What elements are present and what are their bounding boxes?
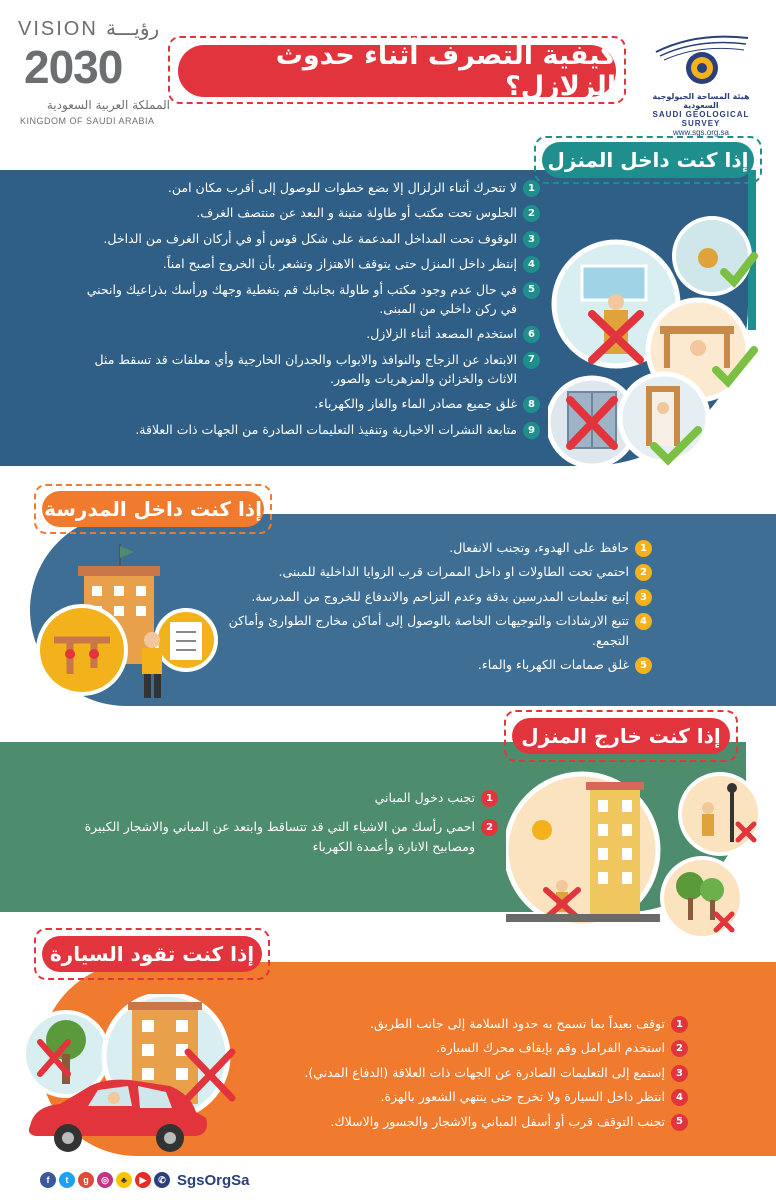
list-item — [46, 817, 498, 856]
facebook-icon[interactable]: f — [40, 1172, 56, 1188]
list-text: الابتعاد عن الزجاج والنوافذ والابواب والجدران الخارجية وأي معلقات قد تسقط مثل الاثاث والخزائن والمزهريات والصور. — [94, 351, 517, 386]
youtube-icon[interactable]: ▶ — [135, 1172, 151, 1188]
list-item — [240, 1087, 688, 1106]
social-bar — [40, 1165, 250, 1195]
list-number: 3 — [671, 1065, 688, 1082]
tree-hazard-icon — [24, 1012, 108, 1096]
crouch-corner-icon — [674, 218, 754, 294]
home-heading-label: إذا كنت داخل المنزل — [542, 142, 754, 178]
list-text: تتبع الارشادات والتوجيهات الخاصة بالوصول إلى أماكن مخارج الطوارئ وأماكن التجمع. — [228, 613, 629, 648]
list-item — [240, 1112, 688, 1131]
twitter-icon[interactable]: t — [59, 1172, 75, 1188]
list-item — [240, 1038, 688, 1057]
list-text: غلق صمامات الكهرباء والماء. — [477, 656, 629, 672]
list-number: 1 — [671, 1016, 688, 1033]
school-heading: إذا كنت داخل المدرسة — [42, 491, 264, 527]
building-scene-icon — [506, 774, 660, 926]
list-item — [206, 611, 652, 650]
vision-ar: رؤيـــة — [106, 16, 160, 40]
car-section — [0, 926, 776, 1162]
sgs-name-ar: هيئة المساحة الجيولوجية السعودية — [652, 92, 750, 110]
sgs-emblem-icon — [636, 30, 766, 88]
list-item — [70, 254, 540, 273]
list-item — [206, 587, 652, 606]
list-text: متابعة النشرات الاخبارية وتنفيذ التعليمات الصادرة من الجهات ذات العلاقة. — [135, 421, 517, 437]
list-number: 2 — [671, 1040, 688, 1057]
doorway-icon — [620, 374, 708, 462]
list-number: 2 — [481, 819, 498, 836]
list-text: لا تتحرك أثناء الزلزال إلا بضع خطوات للوصول إلى أقرب مكان امن. — [167, 180, 517, 195]
valves-icon — [38, 606, 126, 694]
list-number: 8 — [523, 396, 540, 413]
list-number: 5 — [635, 657, 652, 674]
list-text: إنتظر داخل المنزل حتى يتوقف الاهتزاز وتشعر بأن الخروج أصبح امناً. — [162, 256, 517, 272]
sgs-url: www.sgs.org.sa — [672, 128, 730, 137]
list-item — [206, 538, 652, 557]
vision-word: VISION — [18, 18, 98, 40]
list-item — [70, 324, 540, 343]
school-list — [206, 538, 652, 674]
person-icon — [142, 632, 162, 698]
list-item — [70, 203, 540, 222]
list-text: احتمي تحت الطاولات او داخل الممرات قرب الزوايا الداخلية للمبنى. — [278, 564, 629, 580]
kingdom-ar: المملكة العربية السعودية — [46, 98, 170, 112]
list-item — [70, 178, 540, 197]
school-illustrations — [30, 544, 220, 704]
sgs-name-en: SAUDI GEOLOGICAL SURVEY — [652, 110, 750, 128]
googleplus-icon[interactable]: g — [78, 1172, 94, 1188]
list-item — [240, 1063, 688, 1082]
list-text: انتظر داخل السيارة ولا تخرج حتى ينتهي الشعور بالهزة. — [380, 1089, 665, 1105]
list-number: 5 — [523, 282, 540, 299]
school-section — [0, 484, 776, 710]
list-item — [70, 280, 540, 319]
list-text: حافظ على الهدوء، وتجنب الانفعال. — [449, 540, 629, 555]
checklist-icon — [156, 610, 216, 670]
list-text: استخدم الفرامل وقم بإيقاف محرك السيارة. — [436, 1040, 665, 1056]
outside-illustrations — [506, 768, 768, 938]
car-heading: إذا كنت تقود السيارة — [42, 936, 262, 972]
list-item — [70, 350, 540, 389]
list-text: الوقوف تحت المداخل المدعمة على شكل قوس أو في أركان الغرف من الداخل. — [103, 230, 517, 246]
list-text: غلق جميع مصادر الماء والغاز والكهرباء. — [314, 396, 517, 412]
home-illustrations — [548, 210, 768, 470]
list-number: 6 — [523, 326, 540, 343]
list-number: 9 — [523, 422, 540, 439]
list-number: 3 — [523, 231, 540, 248]
car-illustrations — [20, 994, 250, 1160]
instagram-icon[interactable]: ◎ — [97, 1172, 113, 1188]
list-item — [240, 1014, 688, 1033]
outside-heading: إذا كنت خارج المنزل — [512, 718, 730, 754]
list-number: 4 — [671, 1089, 688, 1106]
whatsapp-icon[interactable]: ✆ — [154, 1172, 170, 1188]
list-text: إستمع إلى التعليمات الصادرة عن الجهات ذات العلاقة (الدفاع المدني). — [304, 1064, 665, 1080]
list-text: احمي رأسك من الاشياء التي قد تتساقط وابتعد عن المباني والاشجار الكبيرة ومصابيح الانارة وأعمدة الكهرباء — [84, 819, 475, 854]
list-text: الجلوس تحت مكتب أو طاولة متينة و البعد عن منتصف الغرف. — [196, 205, 517, 221]
list-number: 1 — [635, 540, 652, 557]
list-item — [70, 229, 540, 248]
snapchat-icon[interactable]: ♣ — [116, 1172, 132, 1188]
list-text: تجنب دخول المباني — [374, 790, 475, 805]
list-item — [206, 562, 652, 581]
list-item — [46, 788, 498, 807]
vision-year: 2030 — [24, 41, 123, 93]
list-number: 2 — [523, 205, 540, 222]
list-number: 7 — [523, 352, 540, 369]
list-number: 3 — [635, 589, 652, 606]
list-text: إتبع تعليمات المدرسين بدقة وعدم التزاحم والاندفاع للخروج من المدرسة. — [251, 588, 629, 604]
sgs-logo — [636, 30, 766, 137]
outside-section — [0, 712, 776, 922]
list-number: 2 — [635, 564, 652, 581]
outside-list — [46, 788, 498, 856]
list-text: تجنب التوقف قرب أو أسفل المباني والاشجار والجسور والاسلاك. — [330, 1113, 665, 1129]
page-title: كيفية التصرف أثناء حدوث الزلازل؟ — [178, 45, 616, 97]
home-section — [0, 150, 776, 480]
vision-2030-logo — [18, 14, 178, 124]
list-text: في حال عدم وجود مكتب أو طاولة بجانبك قم بتغطية وجهك ورأسك بذراعيك وانحني في ركن داخلي من المبنى. — [86, 281, 517, 316]
social-handle[interactable]: SgsOrgSa — [177, 1171, 250, 1189]
list-item — [70, 394, 540, 413]
list-number: 4 — [635, 613, 652, 630]
kingdom-en: KINGDOM OF SAUDI ARABIA — [20, 116, 155, 126]
list-item — [206, 655, 652, 674]
list-text: توقف بعيداً بما تسمح به حدود السلامة إلى جانب الطريق. — [369, 1016, 665, 1031]
list-number: 4 — [523, 256, 540, 273]
list-number: 1 — [523, 180, 540, 197]
home-list — [70, 178, 540, 439]
lamppost-icon — [680, 774, 760, 854]
list-number: 1 — [481, 790, 498, 807]
list-text: استخدم المصعد أثناء الزلازل. — [366, 326, 517, 342]
list-number: 5 — [671, 1114, 688, 1131]
car-list — [240, 1014, 688, 1131]
list-item — [70, 420, 540, 439]
